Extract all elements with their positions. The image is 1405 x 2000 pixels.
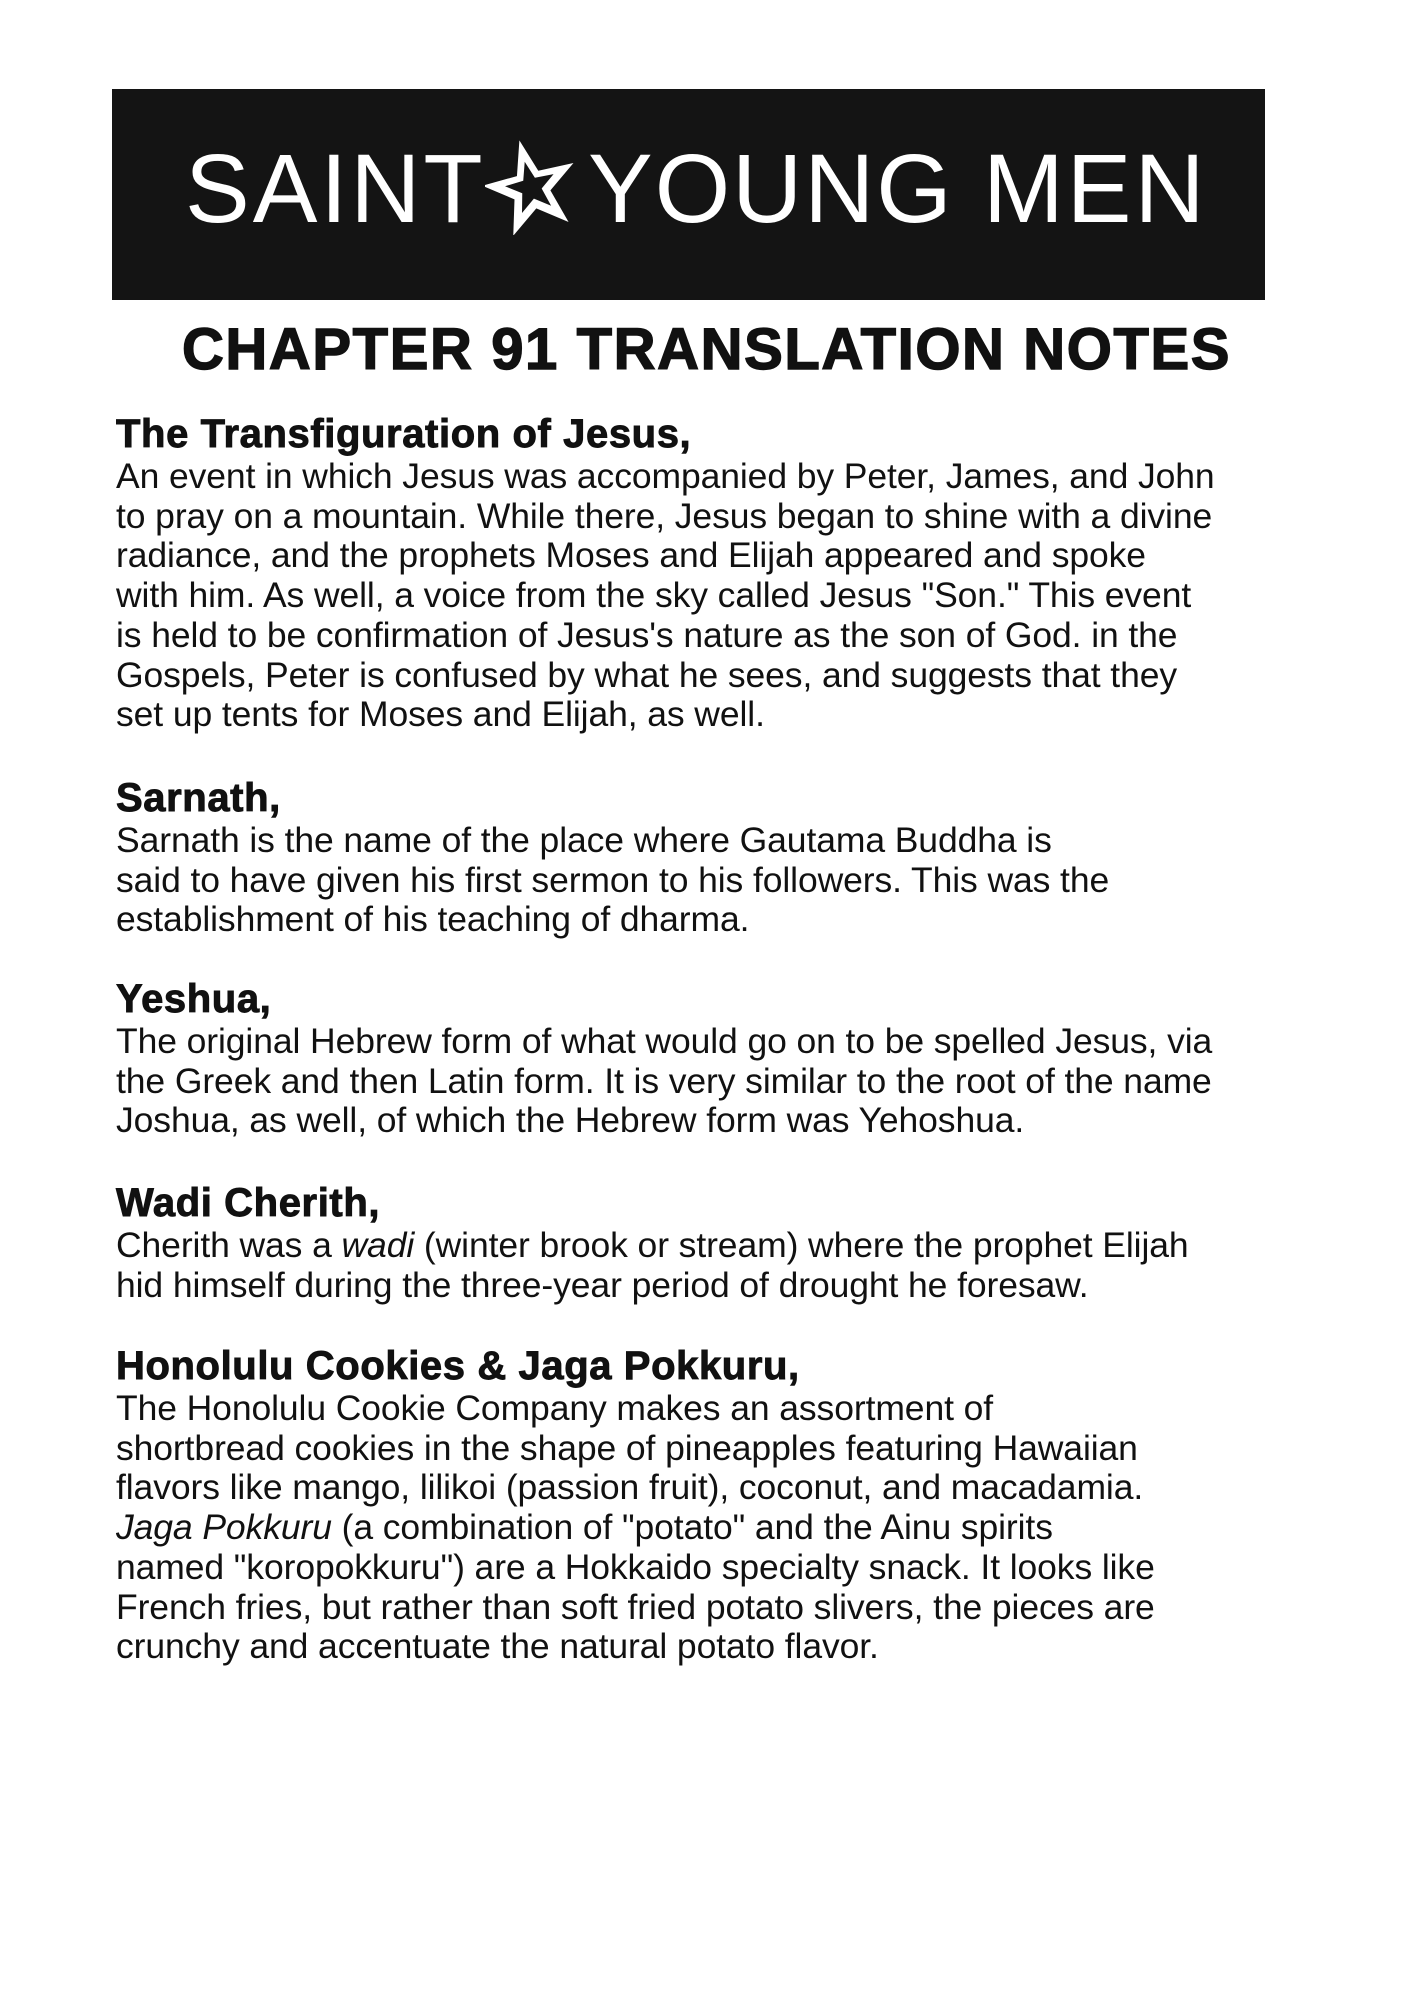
note-body-line [116,1588,1316,1628]
note-section [116,411,1316,735]
note-body-line [116,576,1316,616]
note-body-line [116,1627,1316,1667]
text-segment: is held to be confirmation of Jesus's nature as the son of God. in the [116,614,1178,655]
text-segment: with him. As well, a voice from the sky called Jesus "Son." This event [116,575,1192,616]
text-segment: Gospels, Peter is confused by what he sees, and suggests that they [116,654,1178,695]
note-body-line [116,1389,1316,1429]
note-section [116,775,1316,940]
note-body-line [116,1022,1316,1062]
note-body-line [116,1548,1316,1588]
note-heading: Honolulu Cookies & Jaga Pokkuru, [116,1344,800,1388]
note-body-line [116,1429,1316,1469]
note-body-line [116,616,1316,656]
note-heading: Sarnath, [116,776,281,820]
text-segment: The original Hebrew form of what would go on to be spelled Jesus, via [116,1021,1213,1061]
text-segment: The Honolulu Cookie Company makes an assortment of [116,1388,994,1428]
text-segment: named "koropokkuru") are a Hokkaido specialty snack. It looks like [116,1546,1155,1587]
text-segment: establishment of his teaching of dharma. [116,899,750,940]
note-body-line [116,457,1316,497]
text-segment: said to have given his first sermon to his followers. This was the [116,859,1110,900]
note-section [116,1180,1316,1305]
logo-word-saint: SAINT [185,134,486,243]
note-body-line [116,821,1316,861]
text-segment: the Greek and then Latin form. It is very similar to the root of the name [116,1060,1212,1101]
note-body-line [116,656,1316,696]
text-segment: to pray on a mountain. While there, Jesus began to shine with a divine [116,495,1213,536]
note-heading: Wadi Cherith, [116,1181,381,1225]
italic-term: wadi [341,1225,415,1265]
text-segment: Cherith was a [116,1225,342,1265]
text-segment: (a combination of "potato" and the Ainu spirits [331,1507,1053,1548]
series-logo-banner [112,89,1265,300]
logo-word-young: YOUNG [588,134,954,243]
note-body-line [116,900,1316,940]
note-body-line [116,1062,1316,1102]
note-body-line [116,497,1316,537]
star-outline-icon [485,139,577,235]
logo-word-men: MEN [983,134,1208,243]
text-segment: crunchy and accentuate the natural potato flavor. [116,1626,879,1667]
note-section [116,976,1316,1141]
text-segment: Joshua, as well, of which the Hebrew form was Yehoshua. [116,1100,1025,1141]
note-body-line [116,1226,1316,1266]
note-body-line [116,695,1316,735]
note-heading: Yeshua, [116,977,272,1021]
text-segment: (winter brook or stream) where the prophet Elijah [414,1225,1189,1265]
note-body-line [116,1101,1316,1141]
note-body-line [116,861,1316,901]
italic-term: Jaga Pokkuru [116,1507,332,1548]
text-segment: An event in which Jesus was accompanied by Peter, James, and John [116,456,1215,496]
text-segment: shortbread cookies in the shape of pineapples featuring Hawaiian [116,1427,1138,1468]
note-body-line [116,1266,1316,1306]
text-segment: set up tents for Moses and Elijah, as well. [116,694,765,735]
note-section [116,1343,1316,1667]
note-heading: The Transfiguration of Jesus, [116,412,692,456]
text-segment: Sarnath is the name of the place where Gautama Buddha is [116,820,1052,860]
page-title: CHAPTER 91 TRANSLATION NOTES [181,317,1232,382]
text-segment: hid himself during the three-year period of drought he foresaw. [116,1264,1089,1305]
text-segment: radiance, and the prophets Moses and Elijah appeared and spoke [116,535,1146,576]
note-body-line [116,1508,1316,1548]
note-body-line [116,1468,1316,1508]
note-body-line [116,536,1316,576]
text-segment: flavors like mango, lilikoi (passion fruit), coconut, and macadamia. [116,1467,1144,1508]
text-segment: French fries, but rather than soft fried potato slivers, the pieces are [116,1586,1155,1627]
